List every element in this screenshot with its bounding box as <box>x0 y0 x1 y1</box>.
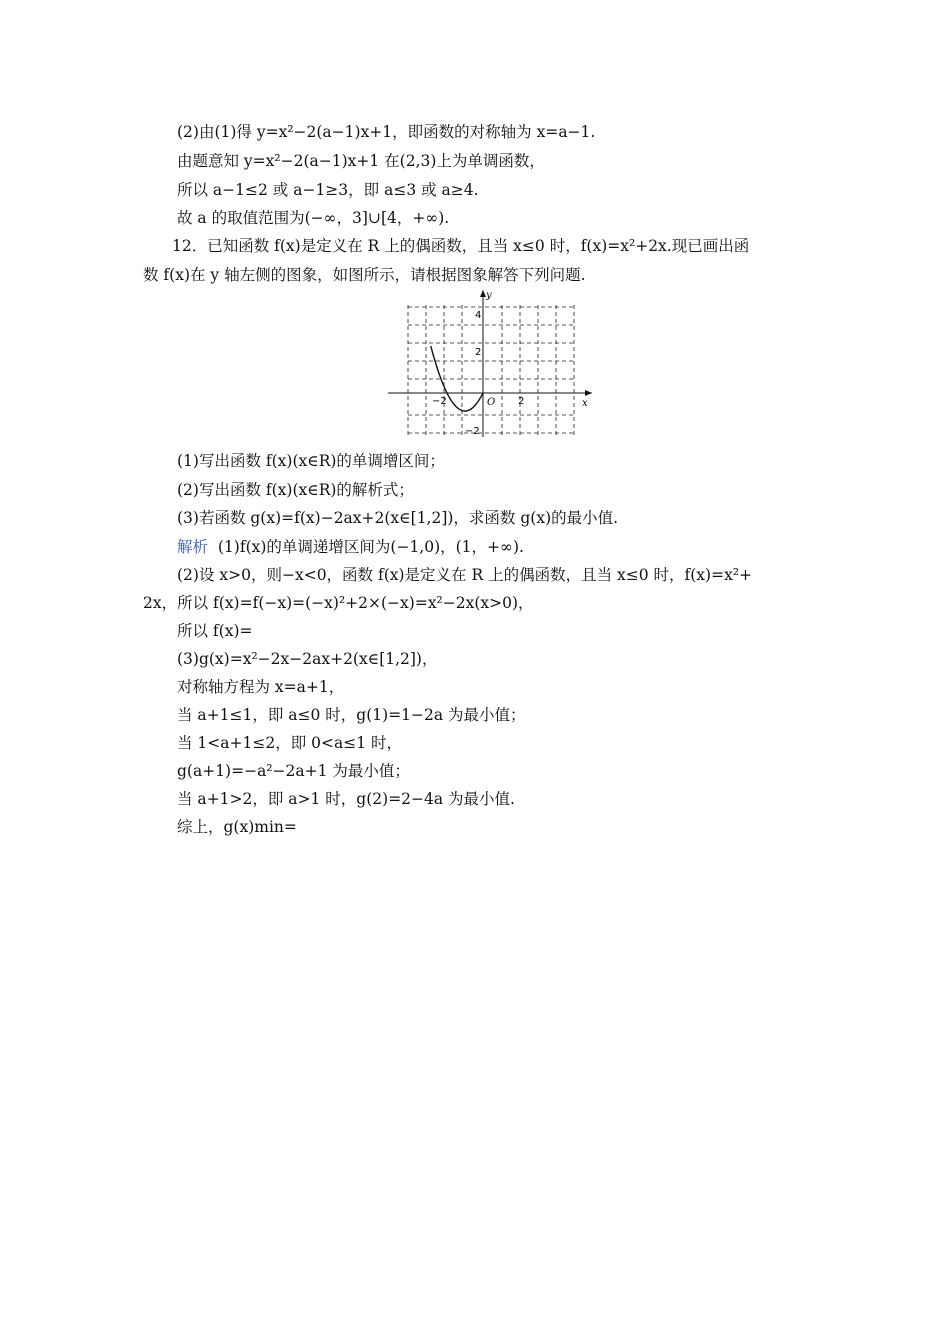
solution-line: 所以 f(x)= <box>177 622 253 640</box>
x-axis-arrow-icon <box>585 390 592 396</box>
solution-line: 对称轴方程为 x=a+1， <box>177 678 345 696</box>
solution-line: (2)由(1)得 y=x²−2(a−1)x+1，即函数的对称轴为 x=a−1. <box>177 123 596 141</box>
solution-line: 由题意知 y=x²−2(a−1)x+1 在(2,3)上为单调函数， <box>177 152 545 170</box>
origin-label: O <box>487 397 496 408</box>
solution-line: (3)g(x)=x²−2x−2ax+2(x∈[1,2])， <box>177 650 438 668</box>
solution-line <box>177 537 524 557</box>
y-axis-label: y <box>486 290 492 301</box>
x-tick-label: −2 <box>432 396 447 407</box>
function-graph <box>386 287 598 439</box>
solution-line: (2)设 x>0，则−x<0，函数 f(x)是定义在 R 上的偶函数，且当 x≤0 时，f(x)=x²+ <box>177 566 753 584</box>
solution-text: (1)f(x)的单调递增区间为(−1,0)，(1，+∞). <box>217 538 524 556</box>
x-tick-label: 2 <box>518 396 525 407</box>
y-tick-label: 4 <box>475 310 482 321</box>
question-part: (3)若函数 g(x)=f(x)−2ax+2(x∈[1,2])，求函数 g(x)的最小值. <box>177 509 619 527</box>
analysis-label: 解析 <box>177 538 209 556</box>
question-part: (2)写出函数 f(x)(x∈R)的解析式； <box>177 481 414 499</box>
question-12-intro-cont: 数 f(x)在 y 轴左侧的图象，如图所示，请根据图象解答下列问题. <box>143 266 586 284</box>
solution-line: 2x，所以 f(x)=f(−x)=(−x)²+2×(−x)=x²−2x(x>0)， <box>143 594 534 612</box>
solution-line: 综上，g(x)min= <box>177 818 297 836</box>
y-tick-label: 2 <box>475 347 482 358</box>
solution-line: 当 1<a+1≤2，即 0<a≤1 时， <box>177 734 403 752</box>
x-axis-label: x <box>582 398 588 409</box>
solution-line: 当 a+1>2，即 a>1 时，g(2)=2−4a 为最小值. <box>177 790 515 808</box>
solution-line: 所以 a−1≤2 或 a−1≥3，即 a≤3 或 a≥4. <box>177 181 479 199</box>
y-tick-label: −2 <box>465 426 480 437</box>
solution-line: 当 a+1≤1，即 a≤0 时，g(1)=1−2a 为最小值； <box>177 706 526 724</box>
question-12-intro: 12．已知函数 f(x)是定义在 R 上的偶函数，且当 x≤0 时，f(x)=x²+2x.现已画出函 <box>172 237 750 255</box>
solution-line: 故 a 的取值范围为(−∞，3]∪[4，+∞). <box>177 209 450 227</box>
solution-line: g(a+1)=−a²−2a+1 为最小值； <box>177 762 410 780</box>
grid-lines <box>408 305 574 437</box>
question-part: (1)写出函数 f(x)(x∈R)的单调增区间； <box>177 452 445 470</box>
